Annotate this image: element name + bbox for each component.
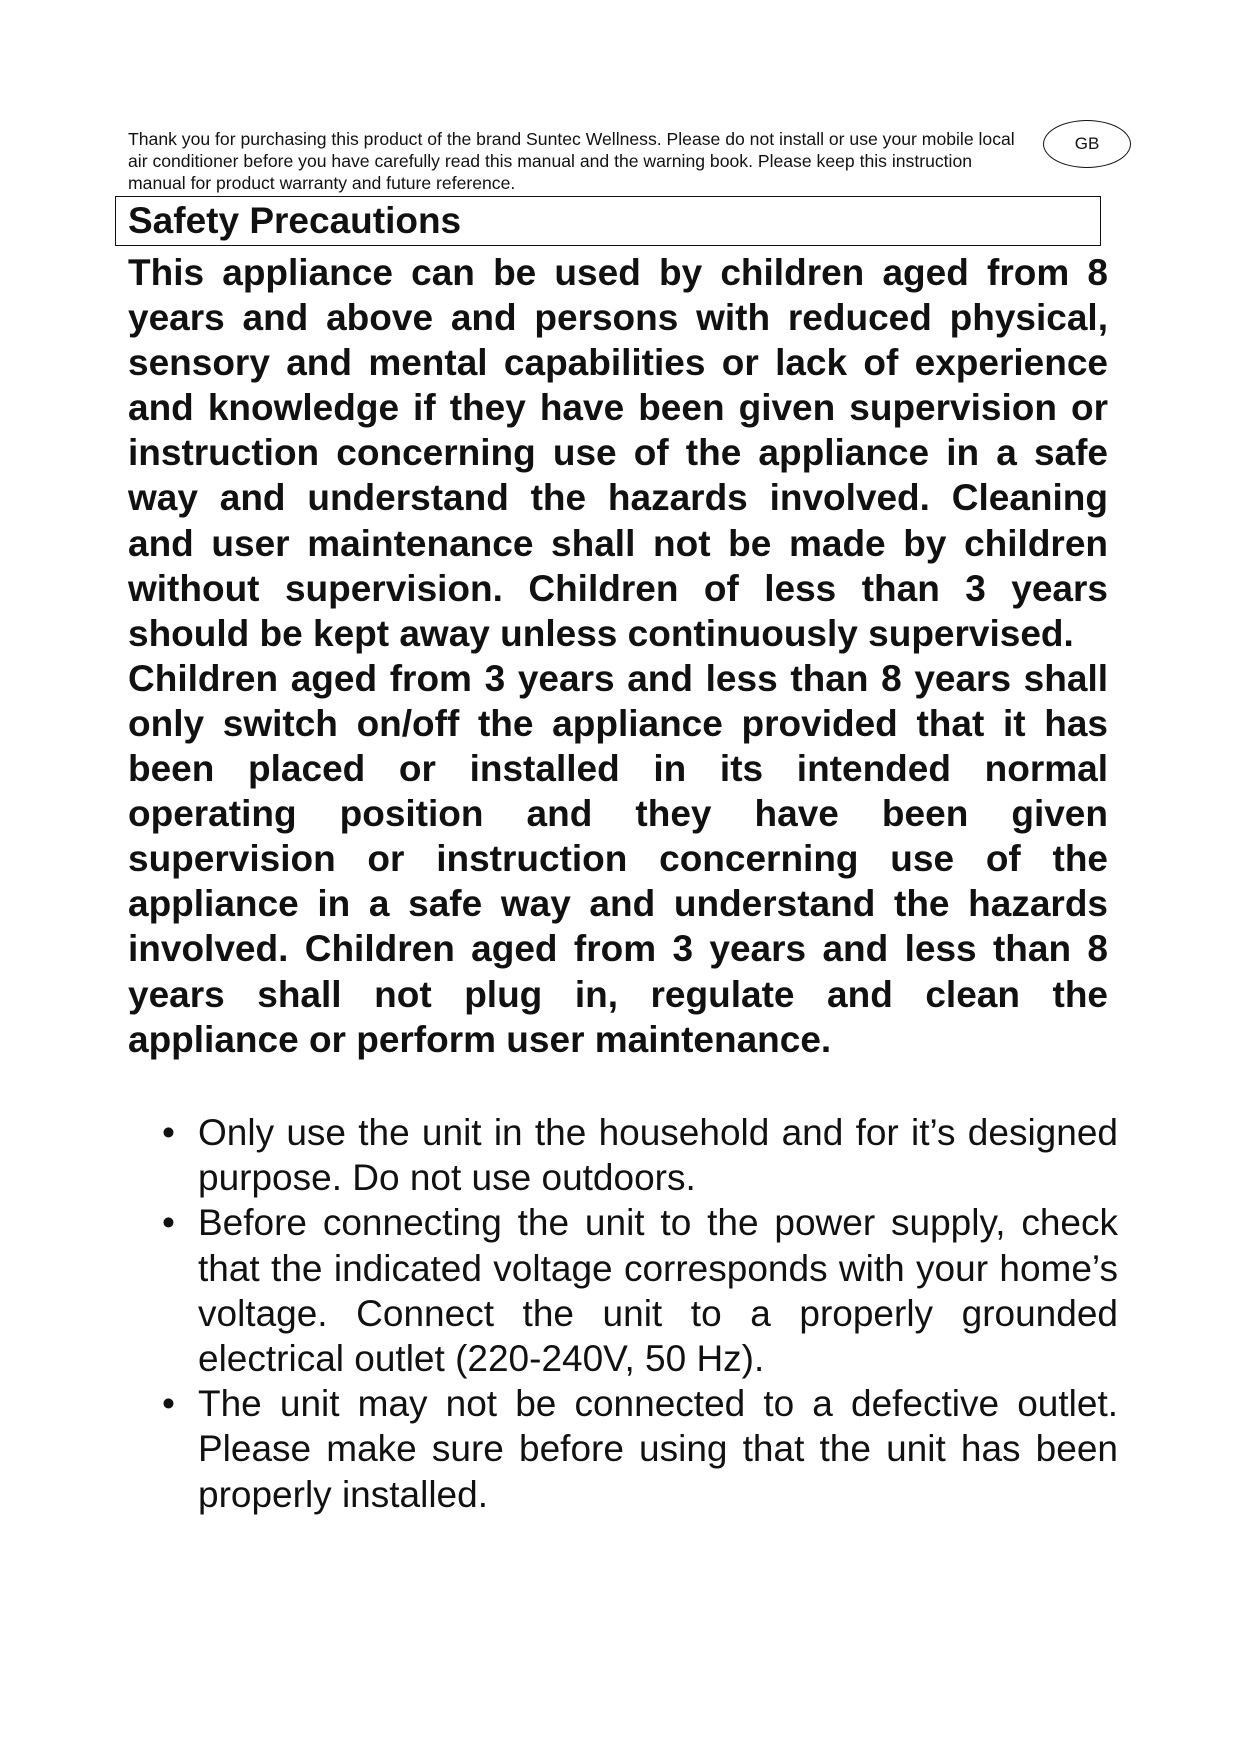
bullet-text: Only use the unit in the household and for it’s designed purpose. Do not use outdoors.: [198, 1112, 1118, 1199]
bullet-text: Before connecting the unit to the power supply, check that the indicated voltage corresponds with your home’s voltage. Connect the unit to a properly grounded electrical outlet (220-240V, 50 Hz).: [198, 1202, 1118, 1380]
bullet-icon: •: [162, 1202, 175, 1244]
list-item: [128, 1381, 1118, 1517]
intro-text: Thank you for purchasing this product of the brand Suntec Wellness. Please do not install or use your mobile local air conditioner before you have carefully read this manual and the warning book. Please keep this instruction manual for product warranty and future reference.: [128, 129, 1015, 193]
list-item: [128, 1110, 1118, 1200]
safety-bullet-list: [128, 1110, 1118, 1517]
section-title: Safety Precautions: [128, 200, 462, 241]
language-badge-label: GB: [1074, 134, 1100, 153]
bullet-icon: •: [162, 1112, 175, 1153]
section-title-box: [115, 196, 1101, 246]
list-item: [128, 1200, 1118, 1381]
safety-paragraph-children-3-to-8: Children aged from 3 years and less than 8 years shall only switch on/off the appliance provided that it has been placed or installed in its intended normal operating position and they have been given supervision or instruction concerning use of the appliance in a safe way and understand the hazards involved. Children aged from 3 years and less than 8 years shall not plug in, regulate and clean the appliance or perform user maintenance.: [128, 657, 1108, 1060]
bullet-text: The unit may not be connected to a defective outlet. Please make sure before using that the unit has been properly installed.: [198, 1383, 1118, 1515]
language-badge: [1043, 120, 1131, 168]
bullet-icon: •: [162, 1383, 175, 1425]
safety-statement: [128, 250, 1108, 1062]
safety-paragraph-children-capabilities: This appliance can be used by children aged from 8 years and above and persons with reduced physical, sensory and mental capabilities or lack of experience and knowledge if they have been given supervision or instruction concerning use of the appliance in a safe way and understand the hazards involved. Cleaning and user maintenance shall not be made by children without supervision. Children of less than 3 years should be kept away unless continuously supervised.: [128, 252, 1108, 654]
